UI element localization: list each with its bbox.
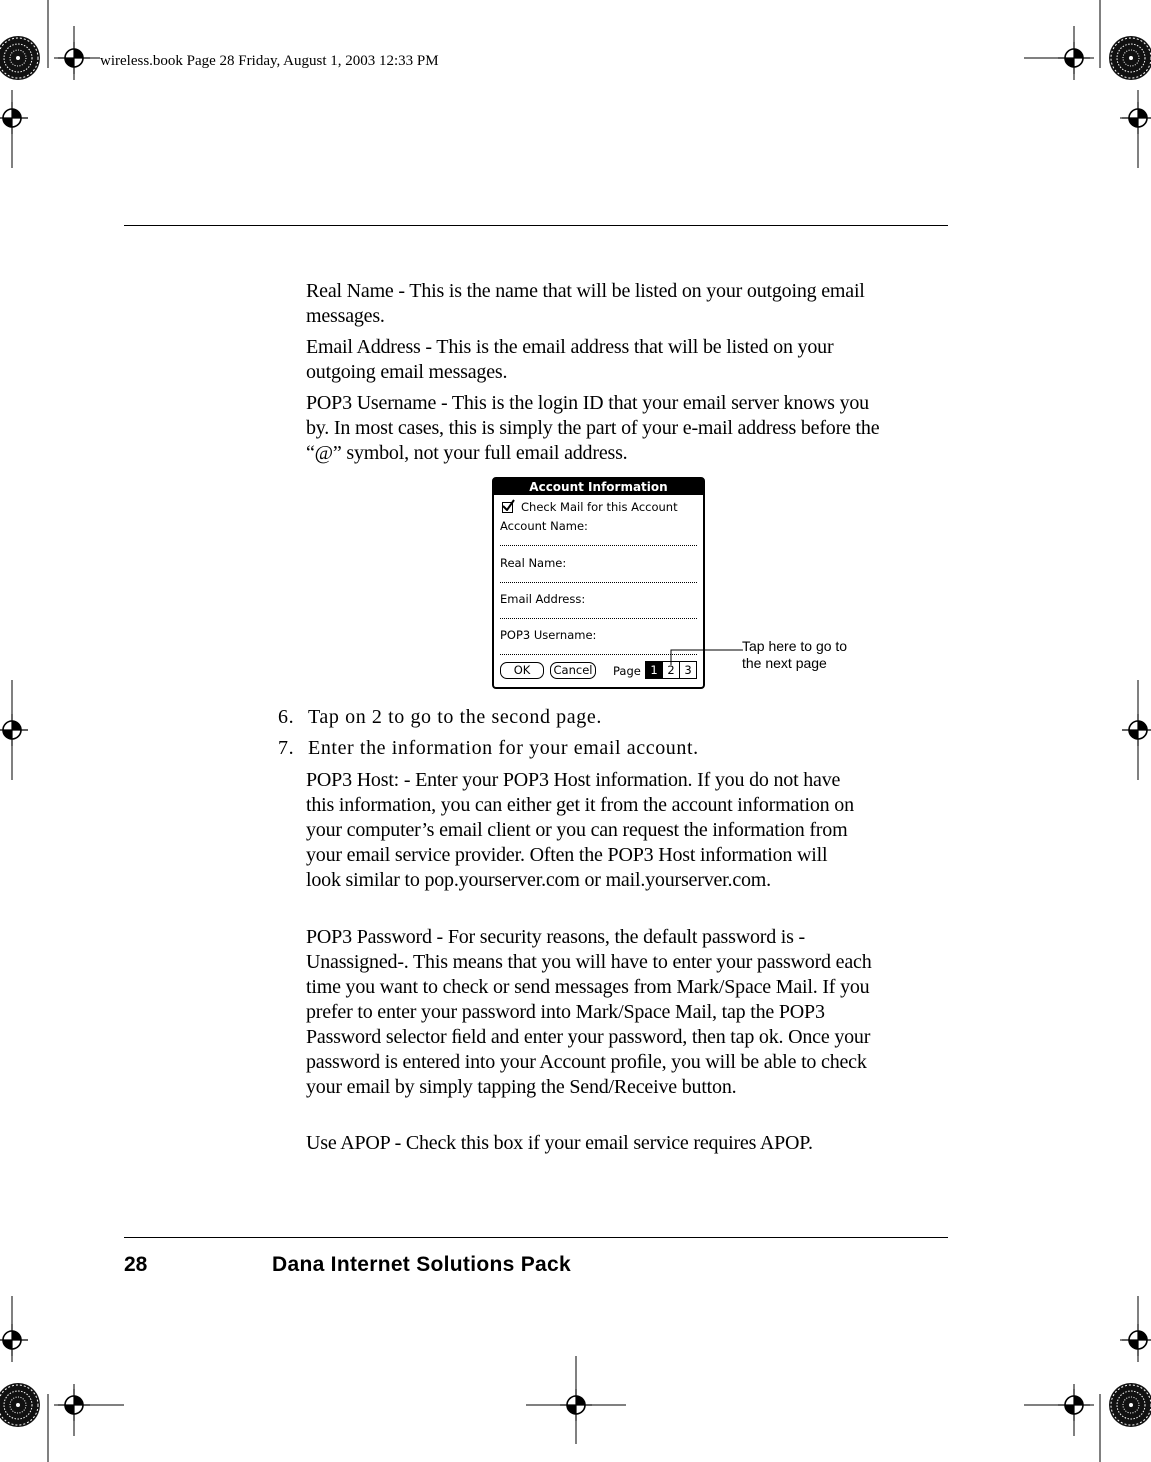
- paragraph-pop3-password: POP3 Password - For security reasons, the default password is -Unassigned-. This means that you will have to enter your password each time you want to check or send messages from Mark/Space Mail. If you prefer to enter your password into Mark/Space Mail, tap the POP3 Password selector ﬁeld and enter your password, then tap ok. Once your password is entered into your Account proﬁle, you will be able to check your email by simply tapping the Send/Receive button.: [306, 926, 872, 1098]
- cancel-button[interactable]: Cancel: [550, 662, 596, 679]
- ok-button[interactable]: OK: [500, 662, 544, 679]
- footer-rule: [124, 1237, 948, 1238]
- check-mail-row[interactable]: [502, 500, 678, 514]
- footer-page-number: 28: [124, 1253, 148, 1276]
- footer-book-title: Dana Internet Solutions Pack: [272, 1253, 571, 1276]
- paragraph-use-apop: Use APOP - Check this box if your email service requires APOP.: [306, 1132, 813, 1154]
- check-mail-label: Check Mail for this Account: [521, 500, 678, 514]
- paragraph-pop3-host: POP3 Host: - Enter your POP3 Host information. If you do not have this information, you can either get it from the account information on your computer’s email client or you can request the information from your email service provider. Often the POP3 Host information will look similar to pop.yourserver.com or mail.yourserver.com.: [306, 769, 854, 891]
- step-number: 6.: [278, 706, 295, 728]
- field-email-address-input[interactable]: [500, 618, 697, 619]
- field-account-name-label: Account Name:: [500, 519, 588, 533]
- field-pop3-username-label: POP3 Username:: [500, 628, 597, 642]
- page-3-button[interactable]: 3: [679, 662, 696, 678]
- callout-line-1: Tap here to go to: [742, 638, 848, 654]
- step-text: Tap on 2 to go to the second page.: [308, 706, 602, 728]
- field-real-name-label: Real Name:: [500, 556, 567, 570]
- paragraph-real-name: Real Name - This is the name that will be listed on your outgoing email messages.: [306, 280, 865, 327]
- callout-leader-line: [650, 645, 745, 675]
- page-2-button[interactable]: 2: [662, 662, 679, 678]
- field-real-name-input[interactable]: [500, 582, 697, 583]
- step-7: [278, 736, 699, 761]
- header-rule: [124, 225, 948, 226]
- step-text: Enter the information for your email account.: [308, 737, 699, 759]
- checkbox-checked-icon[interactable]: [502, 502, 513, 513]
- field-account-name-input[interactable]: [500, 545, 697, 546]
- callout-line-2: the next page: [742, 655, 827, 671]
- printer-slug: wireless.book Page 28 Friday, August 1, 2003 12:33 PM: [100, 53, 439, 69]
- paragraph-email-address: Email Address - This is the email address that will be listed on your outgoing email messages.: [306, 336, 834, 383]
- step-number: 7.: [278, 737, 295, 759]
- page-label: Page: [613, 664, 641, 678]
- field-email-address-label: Email Address:: [500, 592, 586, 606]
- step-6: [278, 705, 602, 730]
- paragraph-pop3-username: POP3 Username - This is the login ID that your email server knows you by. In most cases, this is simply the part of your e-mail address before the “@” symbol, not your full email address.: [306, 392, 880, 464]
- dialog-title: Account Information: [494, 479, 703, 495]
- page-1-button[interactable]: 1: [646, 662, 662, 678]
- callout-text: [742, 638, 847, 672]
